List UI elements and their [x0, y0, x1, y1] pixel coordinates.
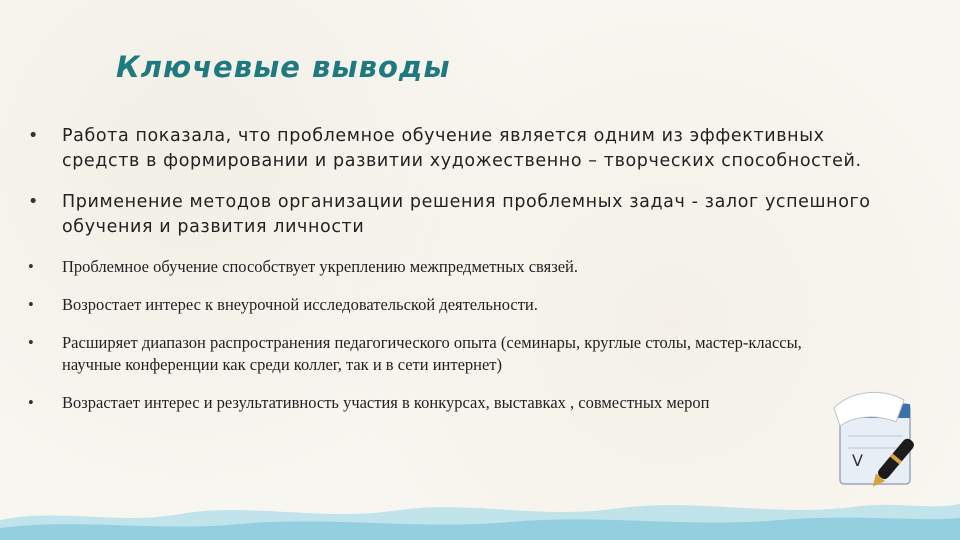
key-points-list — [28, 124, 908, 430]
page-title: Ключевые выводы — [116, 50, 451, 84]
watercolor-wave — [0, 480, 960, 540]
list-item: • Проблемное обучение способствует укреплению межпредметных связей. — [28, 256, 908, 278]
list-item: • Расширяет диапазон распространения педагогического опыта (семинары, круглые столы, мастер-классы, научные конференции как среди коллег, так и в сети интернет) — [28, 332, 852, 376]
checkmark-text: V — [852, 451, 863, 470]
list-item: • Возростает интерес к внеурочной исследовательской деятельности. — [28, 294, 908, 316]
list-item: • Применение методов организации решения проблемных задач - залог успешного обучения и развития личности — [28, 190, 908, 240]
list-item: • Возрастает интерес и результативность участия в конкурсах, выставках , совместных мероп — [28, 392, 908, 414]
list-item: • Работа показала, что проблемное обучение является одним из эффективных средств в формировании и развитии художественно – творческих способностей. — [28, 124, 908, 174]
notepad-with-fountain-pen-icon — [832, 388, 942, 492]
